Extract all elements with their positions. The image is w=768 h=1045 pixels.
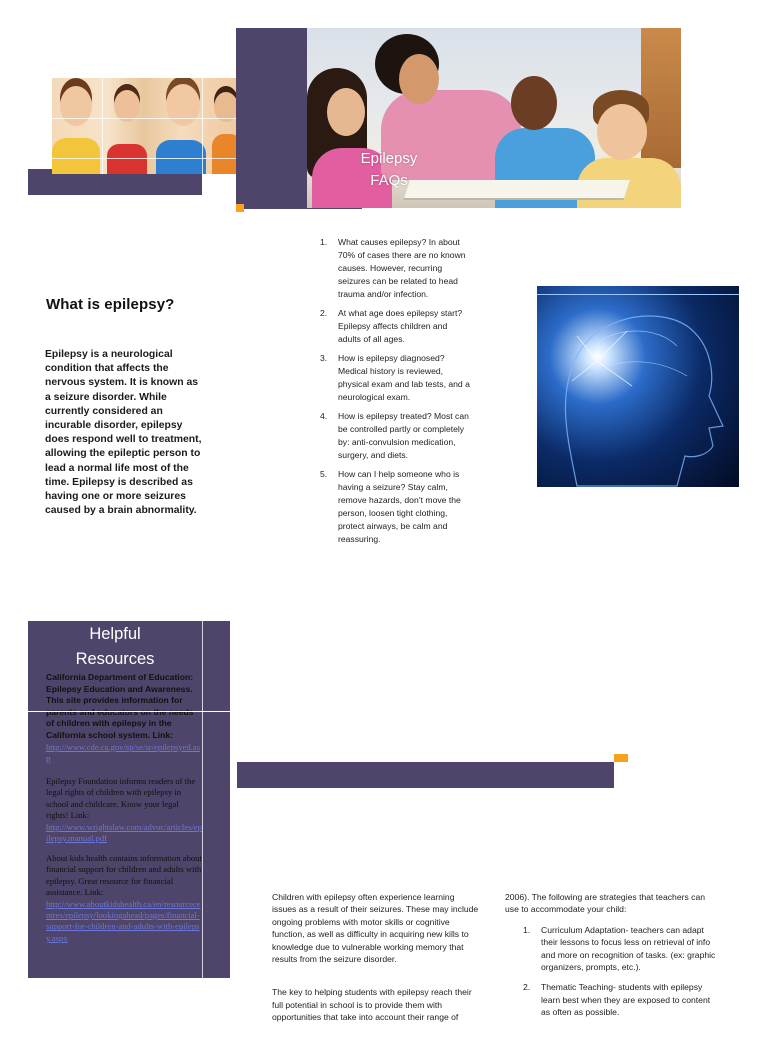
orange-accent-mid bbox=[614, 754, 628, 762]
strategies-column bbox=[505, 891, 717, 1027]
faq-text: What causes epilepsy? In about 70% of cases there are no known causes. However, recurring seizures can be related to head trauma and/or infection. bbox=[338, 237, 466, 299]
strategy-text: Thematic Teaching- students with epilepsy learn best when they are exposed to content as often as possible. bbox=[541, 982, 711, 1018]
faq-item bbox=[320, 410, 470, 462]
strategy-item bbox=[505, 924, 717, 974]
faq-text: How is epilepsy treated? Most can be controlled partly or completely by: anti-convulsion medication, surgery, and diets. bbox=[338, 411, 469, 460]
learning-paragraph-2: The key to helping students with epilepsy reach their full potential in school is to provide them with opportunities that take into account their range of bbox=[272, 987, 472, 1023]
resource-item-foundation bbox=[46, 776, 202, 844]
faq-item bbox=[320, 307, 470, 346]
resource-text: About kids health contains information about financial support for children and adults with epilepsy. Great resource for financial assistance. Link: bbox=[46, 853, 202, 898]
faq-text: How is epilepsy diagnosed? Medical history is reviewed, physical exam and lab tests, and a neurological exam. bbox=[338, 353, 470, 402]
resource-text: Epilepsy Foundation informs readers of the legal rights of children with epilepsy in school and childcare. Know your legal rights! Link: bbox=[46, 776, 196, 821]
resources-title-line-1: Helpful bbox=[89, 625, 141, 643]
resources-title bbox=[28, 622, 202, 672]
faq-text: How can I help someone who is having a seizure? Stay calm, remove hazards, don’t move the person, loosen tight clothing, protect airways, be calm and reassuring. bbox=[338, 469, 461, 544]
resource-link[interactable]: http://www.aboutkidshealth.ca/en/resourcecentres/epilepsy/lookingahead/pages/financial-support-for-children-and-adults-with-epilepsy.aspx bbox=[46, 898, 201, 943]
faq-number: 1. bbox=[320, 237, 328, 247]
resource-link[interactable]: http://www.cde.ca.gov/sp/se/sr/epilepsyed.asp bbox=[46, 741, 201, 764]
strategies-intro: 2006). The following are strategies that teachers can use to accommodate your child: bbox=[505, 892, 706, 915]
learning-issues-column bbox=[272, 891, 480, 1045]
title-line-1: Epilepsy bbox=[360, 150, 418, 167]
resource-item-cde bbox=[46, 672, 202, 765]
what-is-epilepsy-heading: What is epilepsy? bbox=[46, 296, 175, 313]
header-purple-block bbox=[236, 28, 307, 204]
brain-image bbox=[537, 286, 739, 487]
faq-item bbox=[320, 236, 470, 301]
resources-divider bbox=[202, 621, 203, 978]
what-is-epilepsy-body: Epilepsy is a neurological condition that affects the nervous system. It is known as a seizure disorder. While currently considered an incurable disorder, epilepsy does respond well to treatment, allowing the epileptic person to lead a normal life most of the time. Epilepsy is described as having one or more seizures caused by a brain abnormality. bbox=[45, 349, 202, 517]
resource-item-aboutkidshealth bbox=[46, 853, 202, 944]
faq-number: 2. bbox=[320, 308, 328, 318]
faq-list bbox=[320, 236, 470, 552]
resources-title-line-2: Resources bbox=[75, 650, 155, 668]
strategy-text: Curriculum Adaptation- teachers can adapt their lessons to focus less on retrieval of info and more on recognition of tasks. (ex: graphic organizers, prompts, etc.). bbox=[541, 924, 716, 973]
orange-accent-square bbox=[236, 204, 244, 212]
section-purple-bar bbox=[237, 762, 614, 788]
faq-number: 5. bbox=[320, 469, 328, 479]
strategy-number: 2. bbox=[523, 982, 531, 993]
faq-number: 4. bbox=[320, 411, 328, 421]
faq-item bbox=[320, 468, 470, 546]
resource-link[interactable]: http://www.wrightslaw.com/advoc/articles/epilepsy.manual.pdf bbox=[46, 821, 202, 844]
faq-text: At what age does epilepsy start? Epilepsy affects children and adults of all ages. bbox=[338, 308, 463, 344]
learning-paragraph-1: Children with epilepsy often experience learning issues as a result of their seizures. These may include ongoing problems with motor skills or cognitive function, as well as difficulty in acquiring new kills to knowledge due to vulnerable working memory that results from the seizure disorder. bbox=[272, 892, 479, 965]
faq-item bbox=[320, 352, 470, 404]
strategy-item bbox=[505, 981, 717, 1018]
faq-number: 3. bbox=[320, 353, 328, 363]
strategies-list bbox=[505, 924, 717, 1019]
resources-horizontal-rule bbox=[0, 711, 230, 712]
page-title bbox=[350, 148, 428, 192]
resource-text: California Department of Education: Epilepsy Education and Awareness. This site provides information for of children with epilepsy in the California school system. Link: bbox=[46, 672, 194, 740]
title-line-2: FAQs bbox=[370, 172, 408, 189]
kids-photo bbox=[52, 78, 236, 174]
strategy-number: 1. bbox=[523, 924, 531, 935]
